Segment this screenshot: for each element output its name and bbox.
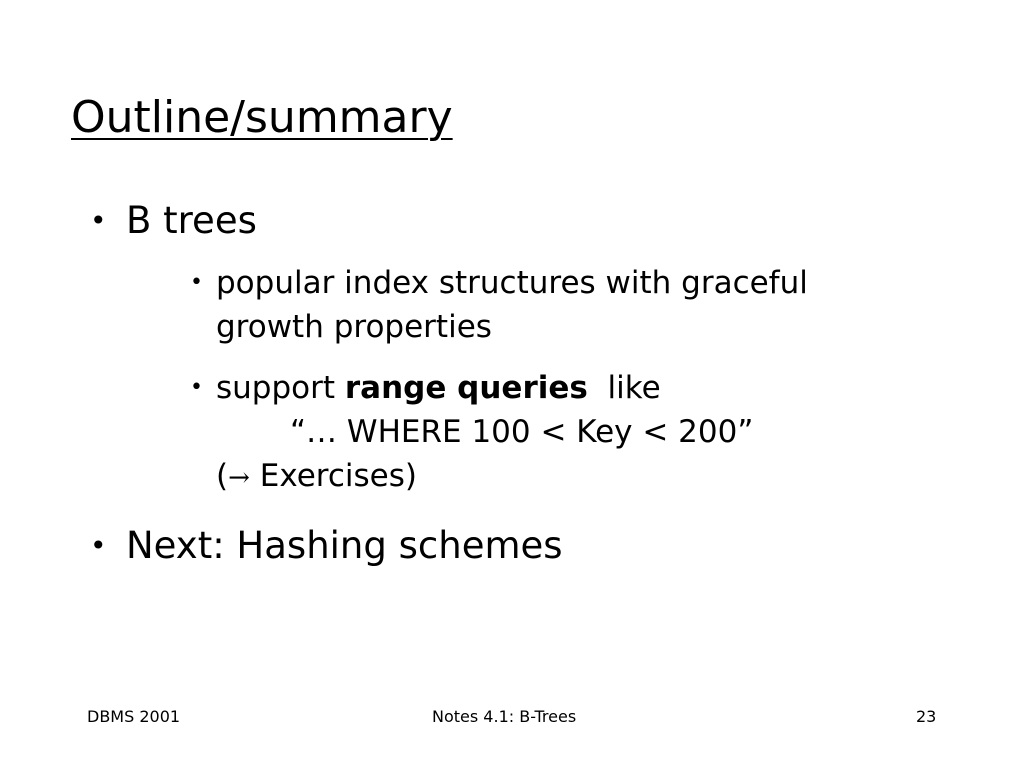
range-queries-emphasis: range queries <box>344 370 588 406</box>
exercises-reference <box>216 454 753 500</box>
bullet-text: Next: Hashing schemes <box>126 524 563 567</box>
subbullet-text <box>216 261 808 349</box>
query-example: “… WHERE 100 < Key < 200” <box>290 414 754 450</box>
right-arrow-icon: → <box>228 463 250 493</box>
subbullet-line: growth properties <box>216 309 492 345</box>
subbullet-line <box>216 366 753 410</box>
bullet-marker: • <box>90 529 107 562</box>
subbullet-marker: • <box>190 270 203 295</box>
bullet-marker: • <box>90 204 107 237</box>
exercises-text: Exercises) <box>249 458 418 494</box>
like-text: like <box>587 370 661 406</box>
footer-section: Notes 4.1: B-Trees <box>432 707 577 726</box>
footer-page-number: 23 <box>916 707 937 726</box>
subbullet-text <box>216 366 753 500</box>
bullet-text: B trees <box>126 199 257 242</box>
slide-title: Outline/summary <box>71 92 453 143</box>
support-text: support <box>216 370 345 406</box>
footer-course: DBMS 2001 <box>87 707 181 726</box>
open-paren: ( <box>216 458 229 494</box>
subbullet-line: popular index structures with graceful <box>216 265 808 301</box>
subbullet-marker: • <box>190 375 203 400</box>
